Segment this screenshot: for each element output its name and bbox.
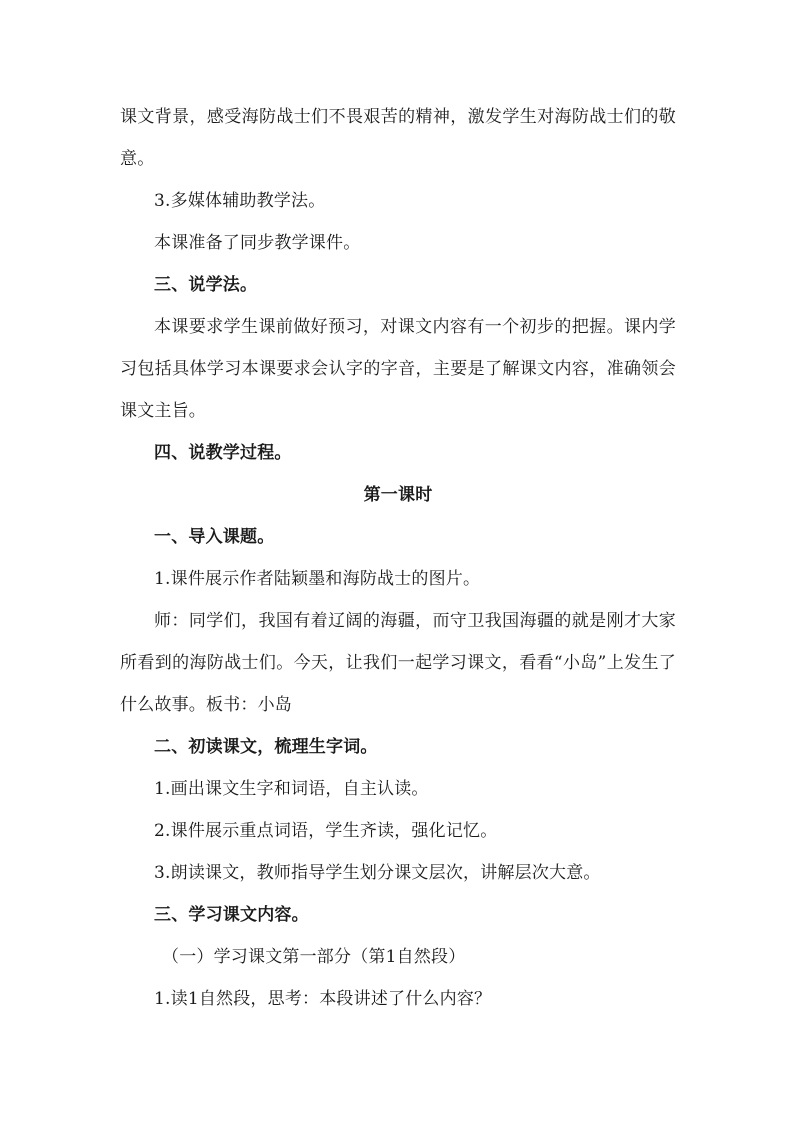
paragraph-method-3: 3.多媒体辅助教学法。 [154, 191, 326, 211]
paragraph-step-2: 2.课件展示重点词语，学生齐读，强化记忆。 [154, 821, 498, 841]
heading-first-lesson: 第一课时 [363, 485, 433, 505]
paragraph-show-pictures: 1.课件展示作者陆颖墨和海防战士的图片。 [154, 569, 481, 589]
paragraph-step-1: 1.画出课文生字和词语，自主认读。 [154, 779, 429, 799]
paragraph-learning-method: 本课要求学生课前做好预习，对课文内容有一个初步的把握。课内学习包括具体学习本课要求会认字的字音，主要是了解课文内容，准确领会课文主旨。 [120, 317, 676, 421]
heading-introduce-topic: 一、导入课题。 [154, 527, 275, 547]
paragraph-question: 1.读1自然段，思考：本段讲述了什么内容？ [154, 989, 492, 1009]
heading-teaching-process: 四、说教学过程。 [154, 443, 292, 463]
paragraph-step-3: 3.朗读课文，教师指导学生划分课文层次，讲解层次大意。 [154, 863, 601, 883]
heading-first-reading: 二、初读课文，梳理生字词。 [154, 737, 378, 757]
heading-learning-method: 三、说学法。 [154, 275, 258, 295]
paragraph-teacher-intro: 师：同学们，我国有着辽阔的海疆，而守卫我国海疆的就是刚才大家所看到的海防战士们。今天，让我们一起学习课文，看看“小岛”上发生了什么故事。板书：小岛 [120, 611, 676, 715]
document-body [120, 96, 676, 1020]
paragraph-continued: 课文背景，感受海防战士们不畏艰苦的精神，激发学生对海防战士们的敬意。 [120, 107, 676, 169]
paragraph-courseware: 本课准备了同步教学课件。 [154, 233, 361, 253]
heading-learn-content: 三、学习课文内容。 [154, 905, 309, 925]
paragraph-part-one: （一）学习课文第一部分（第1自然段） [162, 947, 466, 967]
